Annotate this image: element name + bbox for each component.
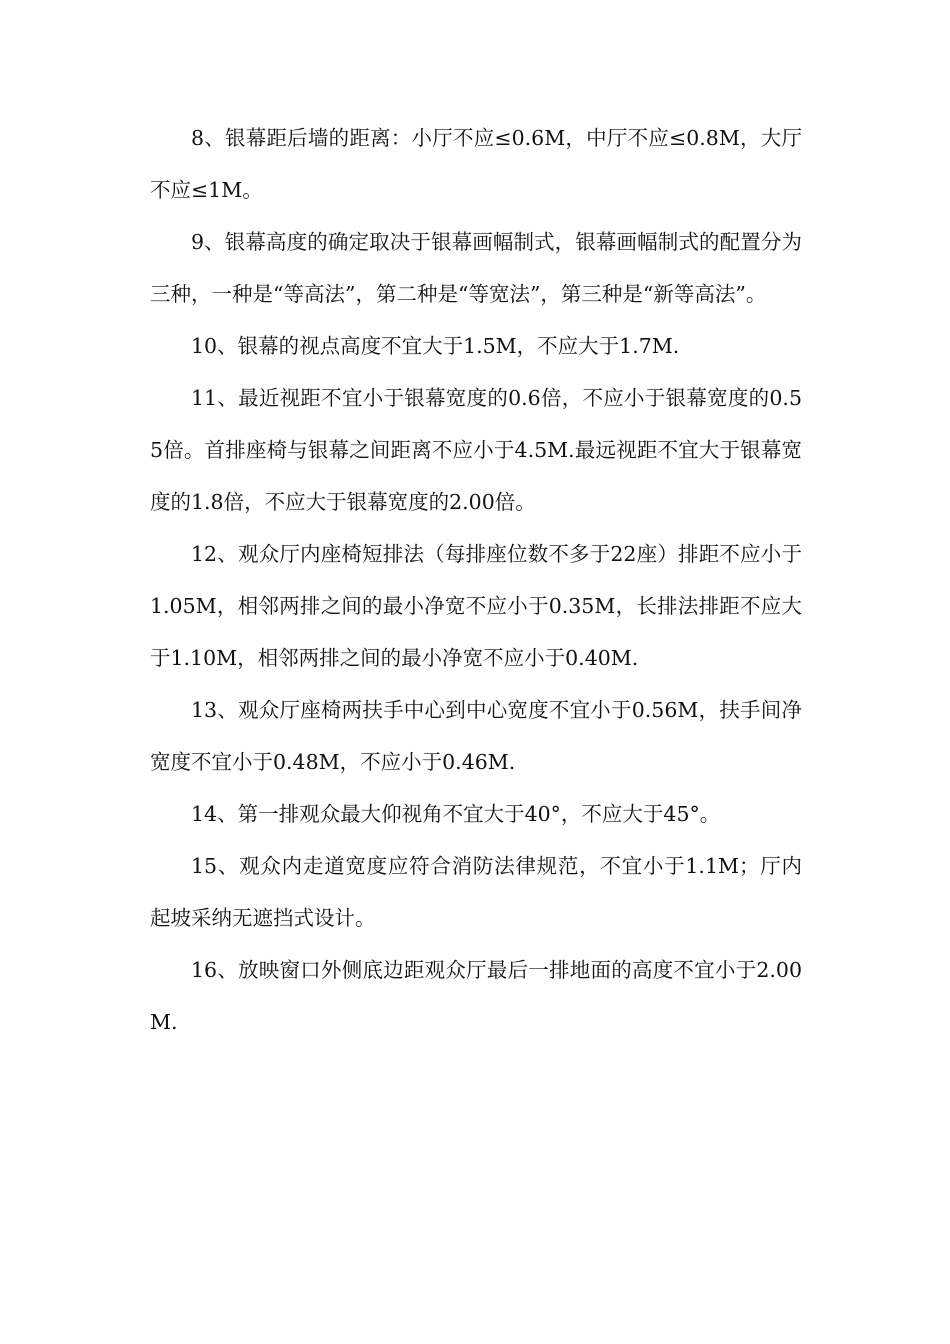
paragraph-15: 15、观众内走道宽度应符合消防法律规范，不宜小于1.1M；厅内起坡采纳无遮挡式设计。 — [150, 854, 802, 930]
paragraph-9: 9、银幕高度的确定取决于银幕画幅制式，银幕画幅制式的配置分为三种，一种是“等高法”，第二种是“等宽法”，第三种是“新等高法”。 — [150, 230, 802, 306]
paragraph-8: 8、银幕距后墙的距离：小厅不应≤0.6M，中厅不应≤0.8M，大厅不应≤1M。 — [150, 126, 802, 202]
paragraph-13: 13、观众厅座椅两扶手中心到中心宽度不宜小于0.56M，扶手间净宽度不宜小于0.48M，不应小于0.46M. — [150, 698, 802, 774]
paragraph-10: 10、银幕的视点高度不宜大于1.5M，不应大于1.7M. — [191, 334, 680, 358]
paragraph-14: 14、第一排观众最大仰视角不宜大于40°，不应大于45°。 — [191, 802, 721, 826]
paragraph-11: 11、最近视距不宜小于银幕宽度的0.6倍，不应小于银幕宽度的0.55倍。首排座椅与银幕之间距离不应小于4.5M.最远视距不宜大于银幕宽度的1.8倍，不应大于银幕宽度的2.00倍。 — [150, 386, 802, 514]
paragraph-12: 12、观众厅内座椅短排法（每排座位数不多于22座）排距不应小于1.05M，相邻两排之间的最小净宽不应小于0.35M，长排法排距不应大于1.10M，相邻两排之间的最小净宽不应小于0.40M. — [150, 542, 802, 670]
document-body — [150, 112, 802, 1048]
paragraph-16: 16、放映窗口外侧底边距观众厅最后一排地面的高度不宜小于2.00M. — [150, 958, 802, 1034]
